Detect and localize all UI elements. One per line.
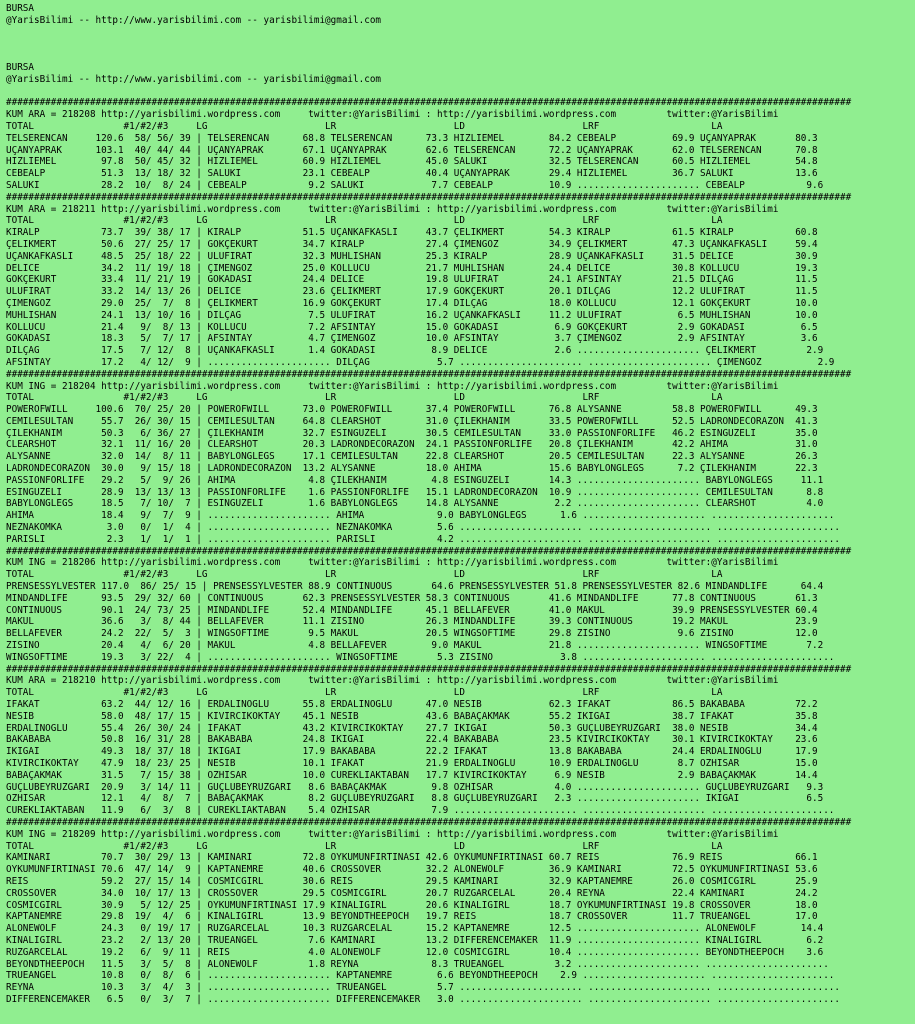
result-row: CEBEALP 51.3 13/ 18/ 32 | SALUKI 23.1 CEBEALP 40.4 UÇANYAPRAK 29.4 HIZLIEMEL 36.7 SALUKI 13.6 [6, 168, 818, 180]
race-header: KUM ARA = 218211 http://yarisbilimi.wordpress.com twitter:@YarisBilimi : http://yarisbilimi.wordpress.com twitter:@YarisBilimi [6, 203, 779, 215]
result-row: AFSINTAY 17.2 4/ 12/ 9 | ...................... DILÇAG 5.7 ...................... ...................... ÇIMENGÖZ 2.9 [6, 356, 835, 368]
race-header: KUM ARA = 218210 http://yarisbilimi.wordpress.com twitter:@YarisBilimi : http://yarisbilimi.wordpress.com twitter:@YarisBilimi [6, 675, 779, 687]
result-row: NEZNAKOMKA 3.0 0/ 1/ 4 | ...................... NEZNAKOMKA 5.6 ...................... ...................... ...................... [6, 522, 840, 534]
result-row: PASSIONFORLIFE 29.2 5/ 9/ 26 | AHIMA 4.8 ÇILEKHANIM 4.8 ESINGÜZELI 14.3 ...................... BABYLONGLEGS 11.1 [6, 474, 824, 486]
result-row: BELLAFEVER 24.2 22/ 5/ 3 | WINGSOFTIME 9.5 MAKUL 20.5 WINGSOFTIME 29.8 ZISINO 9.6 ZISINO 12.0 [6, 628, 818, 640]
result-row: IFAKAT 63.2 44/ 12/ 16 | ERDALINOGLU 55.8 ERDALINOGLU 47.0 NESIB 62.3 IFAKAT 86.5 BAKABABA 72.2 [6, 699, 818, 711]
result-row: KOLLUCU 21.4 9/ 8/ 13 | KOLLUCU 7.2 AFSINTAY 15.0 GÖKADASI 6.9 GÖKÇEKURT 2.9 GÖKADASI 6.5 [6, 321, 818, 333]
result-row: RÜZGARCELAL 19.2 6/ 9/ 11 | REIS 4.0 ALONEWOLF 12.0 COSMICGIRL 10.4 ...................... BEYONDTHEEPOCH 3.6 [6, 946, 824, 958]
result-row: CONTINUOUS 90.1 24/ 73/ 25 | MINDANDLIFE 52.4 MINDANDLIFE 45.1 BELLAFEVER 41.0 MAKUL 39.9 PRENSESSYLVESTER 60.4 [6, 604, 818, 616]
result-row: ÇILEKHANIM 50.3 6/ 36/ 27 | ÇILEKHANIM 32.7 ESINGÜZELI 30.5 CEMILESULTAN 33.0 PASSIONFORLIFE 46.2 ESINGÜZELI 35.0 [6, 427, 818, 439]
column-header: TOTAL #1/#2/#3 LG LR LD LRF LA [6, 840, 723, 852]
result-row: POWEROFWILL 100.6 70/ 25/ 20 | POWEROFWILL 73.0 POWEROFWILL 37.4 POWEROFWILL 76.8 ALYSANNE 58.8 POWEROFWILL 49.3 [6, 404, 818, 416]
result-row: ALONEWOLF 24.3 0/ 19/ 17 | RÜZGARCELAL 10.3 RÜZGARCELAL 15.2 KAPTANEMRE 12.5 ...................... ALONEWOLF 14.4 [6, 923, 824, 935]
separator: ####################################################################################################################################################### [6, 663, 852, 675]
result-row: PARISLI 2.3 1/ 1/ 1 | ...................... PARISLI 4.2 ...................... ...................... ...................... [6, 533, 840, 545]
race-header: KUM ING = 218204 http://yarisbilimi.wordpress.com twitter:@YarisBilimi : http://yarisbilimi.wordpress.com twitter:@YarisBilimi [6, 380, 779, 392]
header-city: BURSA [6, 3, 34, 14]
result-row: ALYSANNE 32.0 14/ 8/ 11 | BABYLONGLEGS 17.1 CEMILESULTAN 22.8 CLEARSHOT 20.5 CEMILESULTAN 22.3 ALYSANNE 26.3 [6, 451, 818, 463]
result-row: WINGSOFTIME 19.3 3/ 22/ 4 | ...................... WINGSOFTIME 5.3 ZISINO 3.8 ...................... ...................... [6, 651, 835, 663]
column-header: TOTAL #1/#2/#3 LG LR LD LRF LA [6, 215, 723, 227]
result-row: REYNA 10.3 3/ 4/ 3 | ...................... TRUEANGEL 5.7 ...................... ...................... ...................... [6, 982, 840, 994]
result-row: ÇIMENGÖZ 29.0 25/ 7/ 8 | ÇELIKMERT 16.9 GÖKÇEKURT 17.4 DILÇAG 18.0 KOLLUCU 12.1 GÖKÇEKURT 10.0 [6, 297, 818, 309]
result-row: CEMILESULTAN 55.7 26/ 30/ 15 | CEMILESULTAN 64.8 CLEARSHOT 31.0 ÇILEKHANIM 33.5 POWEROFWILL 52.5 LADRONDECORAZON 41.3 [6, 415, 818, 427]
separator: ####################################################################################################################################################### [6, 816, 852, 828]
result-row: CLEARSHOT 32.1 11/ 16/ 20 | CLEARSHOT 20.3 LADRONDECORAZON 24.1 PASSIONFORLIFE 20.8 ÇILEKHANIM 42.2 AHIMA 31.0 [6, 439, 818, 451]
result-row: KAPTANEMRE 29.8 19/ 4/ 6 | KINALIGIRL 13.9 BEYONDTHEEPOCH 19.7 REIS 18.7 CROSSOVER 11.7 TRUEANGEL 17.0 [6, 911, 818, 923]
result-row: UÇANKAFKASLI 48.5 25/ 18/ 22 | ULUFIRAT 32.3 MUHLISHAN 25.3 KIRALP 28.9 UÇANKAFKASLI 31.5 DELICE 30.9 [6, 250, 818, 262]
result-row: BABAÇAKMAK 31.5 7/ 15/ 38 | ÖZHISAR 10.0 CÜREKLIAKTABAN 17.7 KIVIRCIKOKTAY 6.9 NESIB 2.9 BABAÇAKMAK 14.4 [6, 769, 818, 781]
race-header: KUM ARA = 218208 http://yarisbilimi.wordpress.com twitter:@YarisBilimi : http://yarisbilimi.wordpress.com twitter:@YarisBilimi [6, 109, 779, 121]
result-row: LADRONDECORAZON 30.0 9/ 15/ 18 | LADRONDECORAZON 13.2 ALYSANNE 18.0 AHIMA 15.6 BABYLONGLEGS 7.2 ÇILEKHANIM 22.3 [6, 463, 818, 475]
result-row: KINALIGIRL 23.2 2/ 13/ 20 | TRUEANGEL 7.6 KAMINARI 13.2 DIFFERENCEMAKER 11.9 ...................... KINALIGIRL 6.2 [6, 934, 824, 946]
result-row: ÖZHISAR 12.1 4/ 8/ 7 | BABAÇAKMAK 8.2 GÜÇLÜBEYRÜZGARI 8.8 GÜÇLÜBEYRÜZGARI 2.3 ...................... IKIGAI 6.5 [6, 793, 824, 805]
result-row: ÖYKÜMÜNFIRTINASI 70.6 47/ 14/ 9 | KAPTANEMRE 40.6 CROSSOVER 32.2 ALONEWOLF 36.9 KAMINARI 72.5 ÖYKÜMÜNFIRTINASI 53.6 [6, 864, 818, 876]
result-row: ESINGÜZELI 28.9 13/ 13/ 13 | PASSIONFORLIFE 1.6 PASSIONFORLIFE 15.1 LADRONDECORAZON 10.9 ...................... CEMILESULTAN 8.8 [6, 486, 824, 498]
result-row: AHIMA 18.4 9/ 7/ 9 | ...................... AHIMA 9.0 BABYLONGLEGS 1.6 ...................... ...................... [6, 510, 835, 522]
separator: ####################################################################################################################################################### [6, 545, 852, 557]
result-row: HIZLIEMEL 97.8 50/ 45/ 32 | HIZLIEMEL 60.9 HIZLIEMEL 45.0 SALUKI 32.5 TELSERENCAN 60.5 HIZLIEMEL 54.8 [6, 156, 818, 168]
result-row: BAKABABA 50.8 16/ 31/ 28 | BAKABABA 24.8 IKIGAI 22.4 BAKABABA 23.5 KIVIRCIKOKTAY 30.1 KIVIRCIKOKTAY 23.6 [6, 734, 818, 746]
result-row: SALUKI 28.2 10/ 8/ 24 | CEBEALP 9.2 SALUKI 7.7 CEBEALP 10.9 ...................... CEBEALP 9.6 [6, 179, 824, 191]
result-row: CROSSOVER 34.0 10/ 17/ 13 | CROSSOVER 29.5 COSMICGIRL 20.7 RÜZGARCELAL 20.4 REYNA 22.4 KAMINARI 24.2 [6, 887, 818, 899]
result-row: CÜREKLIAKTABAN 11.9 6/ 3/ 8 | CÜREKLIAKTABAN 5.4 ÖZHISAR 7.9 ...................... ...................... ...................... [6, 805, 835, 817]
result-row: COSMICGIRL 30.9 5/ 12/ 25 | ÖYKÜMÜNFIRTINASI 17.9 KINALIGIRL 20.6 KINALIGIRL 18.7 ÖYKÜMÜNFIRTINASI 19.8 CROSSOVER 18.0 [6, 899, 818, 911]
result-row: MUHLISHAN 24.1 13/ 10/ 16 | DILÇAG 7.5 ULUFIRAT 16.2 UÇANKAFKASLI 11.2 ULUFIRAT 6.5 MUHLISHAN 10.0 [6, 309, 818, 321]
result-row: MINDANDLIFE 93.5 29/ 32/ 60 | CONTINUOUS 62.3 PRENSESSYLVESTER 58.3 CONTINUOUS 41.6 MINDANDLIFE 77.8 CONTINUOUS 61.3 [6, 592, 818, 604]
result-row: ÇELIKMERT 50.6 27/ 25/ 17 | GÖKÇEKURT 34.7 KIRALP 27.4 ÇIMENGÖZ 34.9 ÇELIKMERT 47.3 UÇANKAFKASLI 59.4 [6, 238, 818, 250]
result-row: KIVIRCIKOKTAY 47.9 18/ 23/ 25 | NESIB 10.1 IFAKAT 21.9 ERDALINOGLU 10.9 ERDALINOGLU 8.7 ÖZHISAR 15.0 [6, 758, 818, 769]
result-row: MAKUL 36.6 3/ 8/ 44 | BELLAFEVER 11.1 ZISINO 26.3 MINDANDLIFE 39.3 CONTINUOUS 19.2 MAKUL 23.9 [6, 616, 818, 628]
result-row: GÖKADASI 18.3 5/ 7/ 17 | AFSINTAY 4.7 ÇIMENGÖZ 10.0 AFSINTAY 3.7 ÇIMENGÖZ 2.9 AFSINTAY 3.6 [6, 333, 818, 345]
header-city-repeat: BURSA [6, 61, 34, 73]
result-row: DILÇAG 17.5 7/ 12/ 8 | UÇANKAFKASLI 1.4 GÖKADASI 8.9 DELICE 2.6 ...................... ÇELIKMERT 2.9 [6, 345, 824, 357]
result-row: ERDALINOGLU 55.4 26/ 30/ 24 | IFAKAT 43.2 KIVIRCIKOKTAY 27.7 IKIGAI 50.3 GÜÇLÜBEYRÜZGARI 38.0 NESIB 34.4 [6, 722, 818, 734]
header-contact-repeat: @YarisBilimi -- http://www.yarisbilimi.com -- yarisbilimi@gmail.com [6, 73, 382, 85]
column-header: TOTAL #1/#2/#3 LG LR LD LRF LA [6, 392, 723, 404]
result-row: BABYLONGLEGS 18.5 7/ 10/ 7 | ESINGÜZELI 1.6 BABYLONGLEGS 14.8 ALYSANNE 2.2 ...................... CLEARSHOT 4.0 [6, 498, 824, 510]
result-row: PRENSESSYLVESTER 117.0 86/ 25/ 15 | PRENSESSYLVESTER 88.9 CONTINUOUS 64.6 PRENSESSYLVESTER 51.8 PRENSESSYLVESTER 82.6 MINDANDLIFE 64.4 [6, 581, 824, 593]
result-row: KAMINARI 70.7 30/ 29/ 13 | KAMINARI 72.8 ÖYKÜMÜNFIRTINASI 42.6 ÖYKÜMÜNFIRTINASI 60.7 REIS 76.9 REIS 66.1 [6, 852, 818, 864]
result-row: ZISINO 20.4 4/ 6/ 20 | MAKUL 4.8 BELLAFEVER 9.0 MAKUL 21.8 ...................... WINGSOFTIME 7.2 [6, 640, 824, 652]
result-row: TELSERENCAN 120.6 58/ 56/ 39 | TELSERENCAN 68.8 TELSERENCAN 73.3 HIZLIEMEL 84.2 CEBEALP 69.9 UÇANYAPRAK 80.3 [6, 132, 818, 144]
result-row: TRUEANGEL 10.8 0/ 8/ 6 | ...................... KAPTANEMRE 6.6 BEYONDTHEEPOCH 2.9 ...................... ...................... [6, 970, 835, 982]
separator: ####################################################################################################################################################### [6, 191, 852, 203]
separator: ####################################################################################################################################################### [6, 368, 852, 380]
result-row: REIS 59.2 27/ 15/ 14 | COSMICGIRL 30.6 REIS 29.5 KAMINARI 32.9 KAPTANEMRE 26.0 COSMICGIRL 25.9 [6, 875, 818, 887]
race-blocks [6, 97, 911, 1005]
separator: ####################################################################################################################################################### [6, 97, 852, 109]
race-header: KUM ING = 218206 http://yarisbilimi.wordpress.com twitter:@YarisBilimi : http://yarisbilimi.wordpress.com twitter:@YarisBilimi [6, 557, 779, 569]
result-row: DELICE 34.2 11/ 19/ 18 | ÇIMENGÖZ 25.0 KOLLUCU 21.7 MUHLISHAN 24.4 DELICE 30.8 KOLLUCU 19.3 [6, 262, 818, 274]
column-header: TOTAL #1/#2/#3 LG LR LD LRF LA [6, 569, 723, 581]
result-row: BEYONDTHEEPOCH 11.5 3/ 5/ 8 | ALONEWOLF 1.8 REYNA 8.3 TRUEANGEL 3.2 ...................... ...................... [6, 958, 829, 970]
result-row: DIFFERENCEMAKER 6.5 0/ 3/ 7 | ...................... DIFFERENCEMAKER 3.0 ...................... ...................... ...................... [6, 993, 840, 1005]
result-row: ULUFIRAT 33.2 14/ 13/ 26 | DELICE 23.6 ÇELIKMERT 17.9 GÖKÇEKURT 20.1 DILÇAG 12.2 ULUFIRAT 11.5 [6, 286, 818, 298]
race-header: KUM ING = 218209 http://yarisbilimi.wordpress.com twitter:@YarisBilimi : http://yarisbilimi.wordpress.com twitter:@YarisBilimi [6, 828, 779, 840]
column-header: TOTAL #1/#2/#3 LG LR LD LRF LA [6, 120, 723, 132]
header-contact: @YarisBilimi -- http://www.yarisbilimi.com -- yarisbilimi@gmail.com [6, 14, 382, 26]
result-row: NESIB 58.0 48/ 17/ 15 | KIVIRCIKOKTAY 45.1 NESIB 43.6 BABAÇAKMAK 55.2 IKIGAI 38.7 IFAKAT 35.8 [6, 710, 818, 722]
result-row: GÖKÇEKURT 33.4 11/ 21/ 19 | GÖKADASI 24.4 DELICE 19.8 ULUFIRAT 24.1 AFSINTAY 21.5 DILÇAG 11.5 [6, 274, 818, 286]
results-document [6, 3, 911, 1006]
result-row: GÜÇLÜBEYRÜZGARI 20.9 3/ 14/ 11 | GÜÇLÜBEYRÜZGARI 8.6 BABAÇAKMAK 9.8 ÖZHISAR 4.0 ...................... GÜÇLÜBEYRÜZGARI 9.3 [6, 781, 824, 793]
result-row: UÇANYAPRAK 103.1 40/ 44/ 44 | UÇANYAPRAK 67.1 UÇANYAPRAK 62.6 TELSERENCAN 72.2 UÇANYAPRAK 62.0 TELSERENCAN 70.8 [6, 144, 818, 156]
result-row: IKIGAI 49.3 18/ 37/ 18 | IKIGAI 17.9 BAKABABA 22.2 IFAKAT 13.8 BAKABABA 24.4 ERDALINOGLU 17.9 [6, 746, 818, 758]
result-row: KIRALP 73.7 39/ 38/ 17 | KIRALP 51.5 UÇANKAFKASLI 43.7 ÇELIKMERT 54.3 KIRALP 61.5 KIRALP 60.8 [6, 227, 818, 239]
column-header: TOTAL #1/#2/#3 LG LR LD LRF LA [6, 687, 723, 699]
